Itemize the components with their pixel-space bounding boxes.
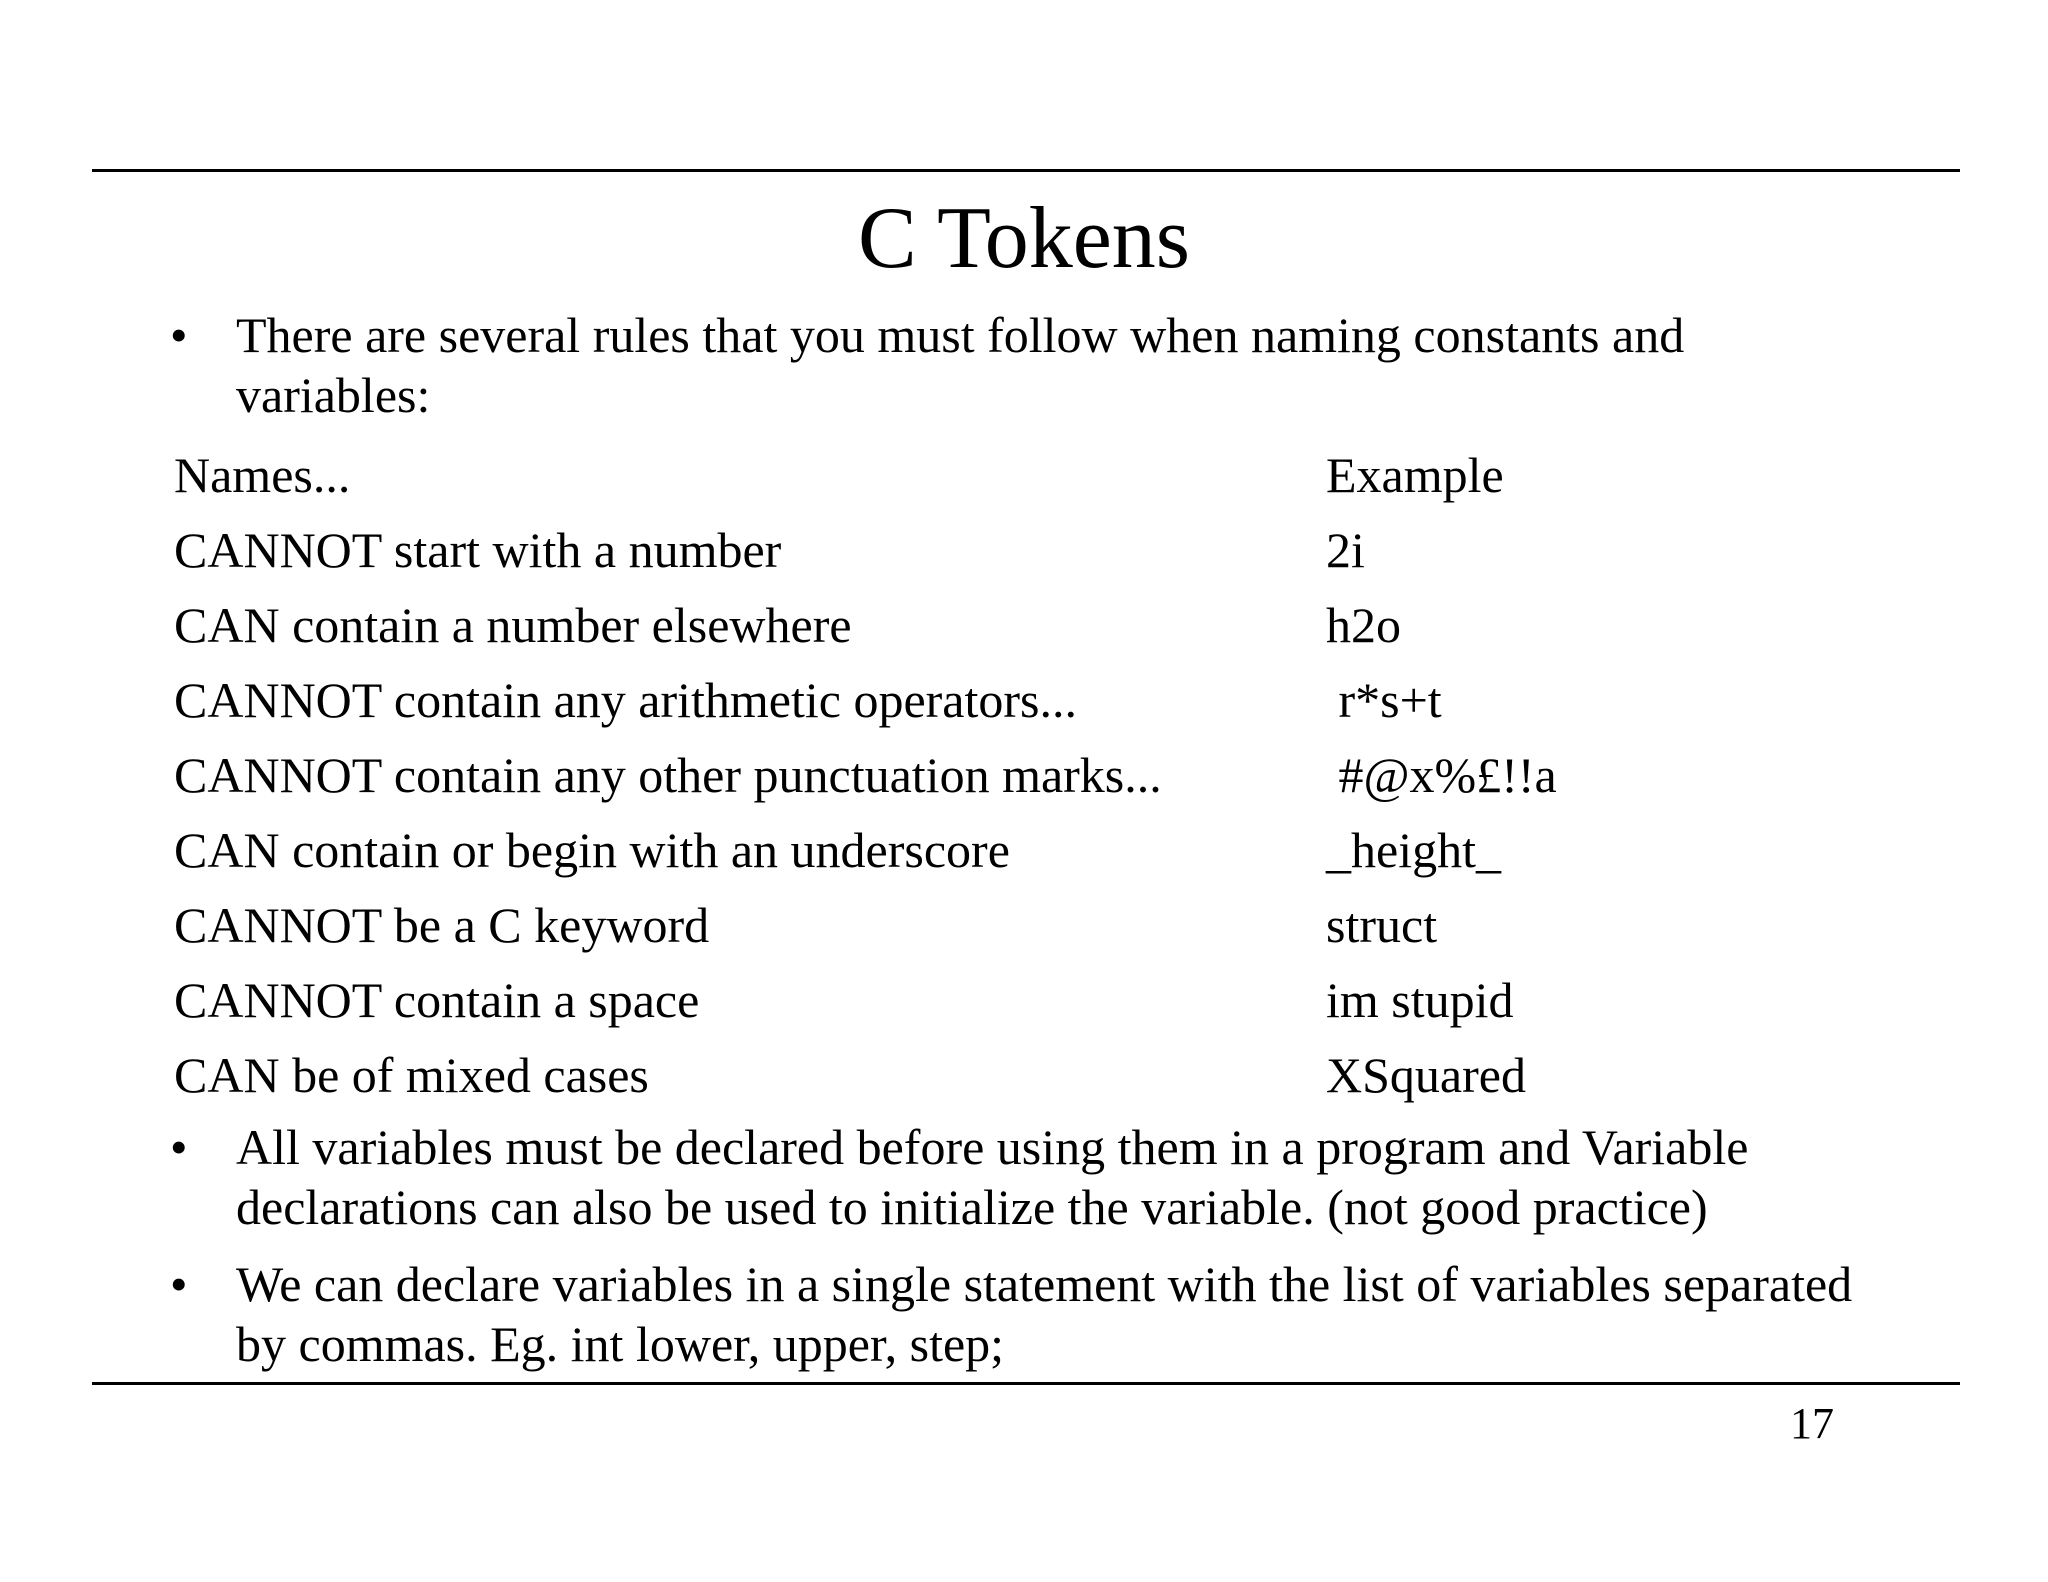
table-row xyxy=(174,513,1874,588)
table-cell-example: XSquared xyxy=(1326,1047,1526,1103)
table-cell-rule: CANNOT contain any other punctuation marks... xyxy=(174,747,1162,803)
table-cell-example: #@x%£!!a xyxy=(1326,747,1557,803)
table-row xyxy=(174,888,1874,963)
bullet-text: We can declare variables in a single statement with the list of variables separated by commas. Eg. int lower, upper, step; xyxy=(236,1256,1853,1372)
table-row xyxy=(174,813,1874,888)
bottom-divider xyxy=(92,1382,1960,1385)
table-row xyxy=(174,963,1874,1038)
table-cell-example: struct xyxy=(1326,897,1438,953)
table-cell-rule: CAN contain a number elsewhere xyxy=(174,597,852,653)
table-header-example: Example xyxy=(1326,447,1504,503)
table-row xyxy=(174,1038,1874,1113)
table-row xyxy=(174,738,1874,813)
table-cell-example: _height_ xyxy=(1326,822,1501,878)
bullet-text: There are several rules that you must follow when naming constants and variables: xyxy=(236,307,1685,423)
table-header-rule: Names... xyxy=(174,447,351,503)
table-cell-rule: CANNOT contain any arithmetic operators... xyxy=(174,672,1078,728)
table-cell-example: 2i xyxy=(1326,522,1365,578)
table-cell-example: im stupid xyxy=(1326,972,1514,1028)
table-cell-rule: CANNOT contain a space xyxy=(174,972,700,1028)
bullet-text: All variables must be declared before using them in a program and Variable declarations can also be used to initialize the variable. (not good practice) xyxy=(236,1119,1749,1235)
table-cell-rule: CANNOT be a C keyword xyxy=(174,897,710,953)
table-header-row xyxy=(174,438,1874,513)
bullet-marker: • xyxy=(170,307,188,363)
table-cell-example: r*s+t xyxy=(1326,672,1442,728)
bullet-marker: • xyxy=(170,1119,188,1175)
table-cell-rule: CAN be of mixed cases xyxy=(174,1047,649,1103)
table-cell-rule: CAN contain or begin with an underscore xyxy=(174,822,1010,878)
bullet-marker: • xyxy=(170,1256,188,1312)
top-divider xyxy=(92,169,1960,172)
table-cell-rule: CANNOT start with a number xyxy=(174,522,782,578)
table-cell-example: h2o xyxy=(1326,597,1401,653)
slide-title: C Tokens xyxy=(857,190,1191,287)
table-row xyxy=(174,663,1874,738)
page-number: 17 xyxy=(1790,1399,1834,1448)
table-row xyxy=(174,588,1874,663)
